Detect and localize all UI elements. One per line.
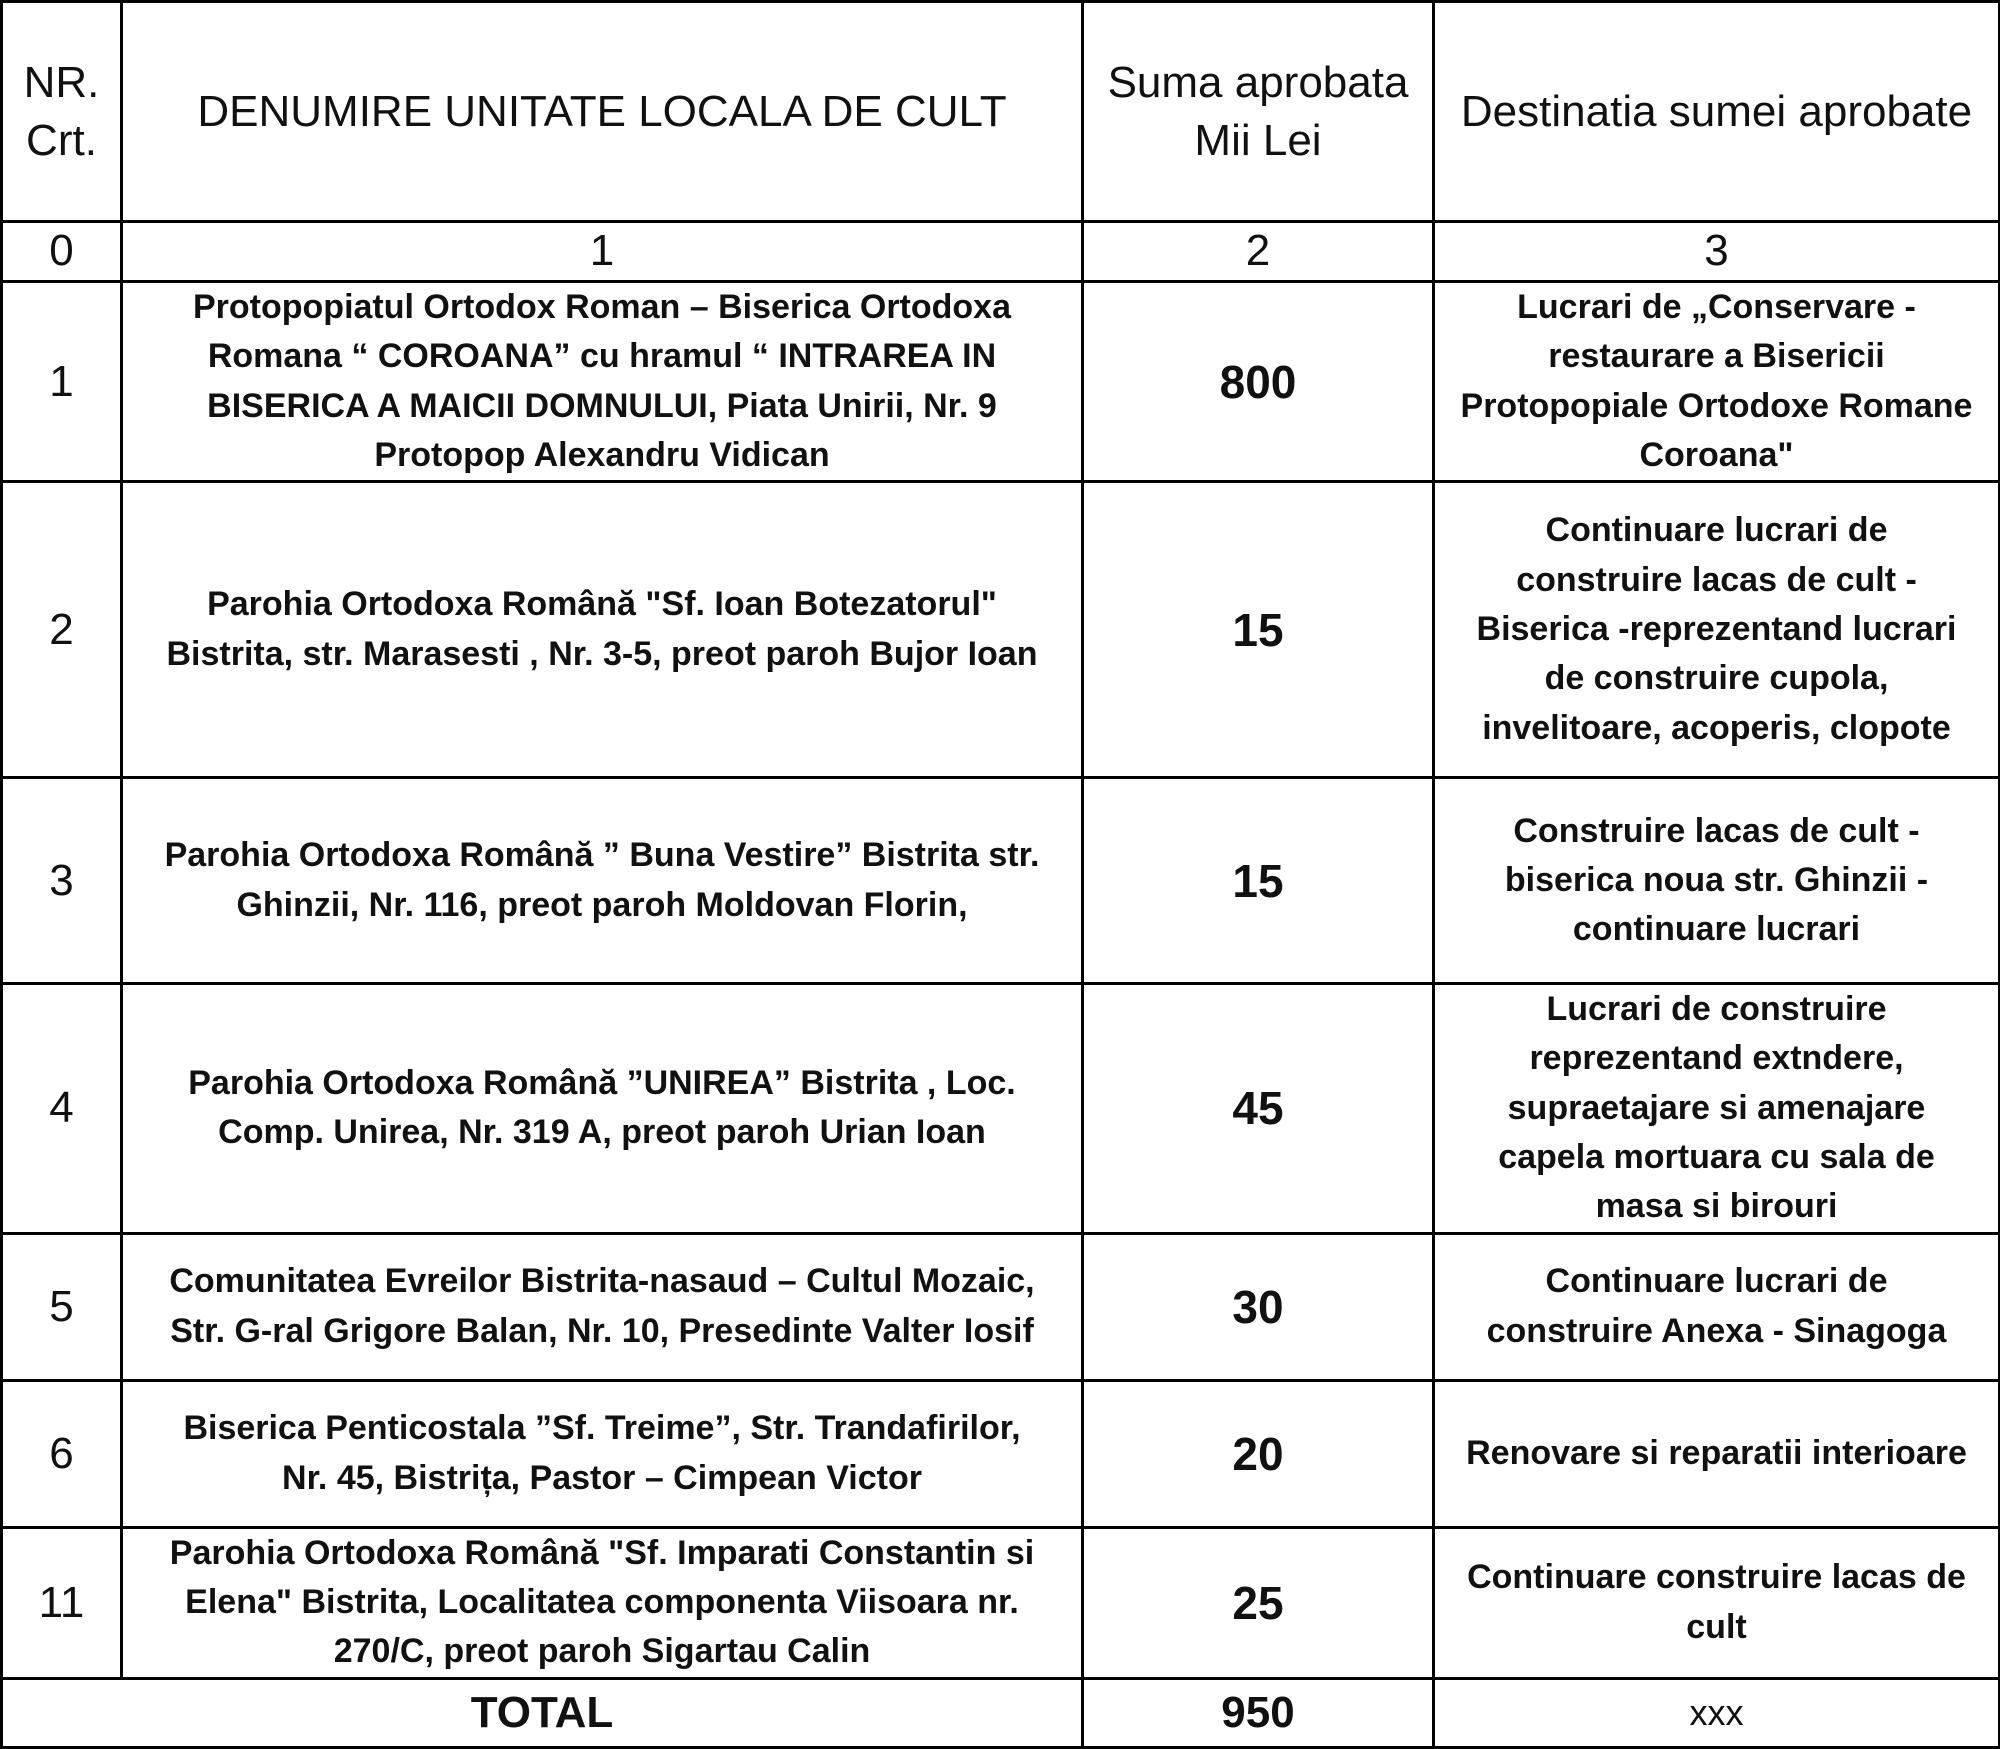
amount-destination: Continuare lucrari de construire Anexa - Sinagoga: [1434, 1233, 2000, 1380]
header-row: [2, 2, 2000, 222]
header-nr-crt: NR. Crt.: [2, 2, 122, 222]
table-row: [2, 1233, 2000, 1380]
amount-destination: Lucrari de construire reprezentand extndere, supraetajare si amenajare capela mortuara cu sala de masa si birouri: [1434, 984, 2000, 1233]
amount-destination: Renovare si reparatii interioare: [1434, 1380, 2000, 1527]
column-index: 1: [122, 222, 1083, 282]
approved-amount: 15: [1083, 482, 1434, 778]
unit-name: Protopopiatul Ortodox Roman – Biserica Ortodoxa Romana “ COROANA” cu hramul “ INTRAREA IN BISERICA A MAICII DOMNULUI, Piata Unirii, Nr. 9 Protopop Alexandru Vidican: [122, 282, 1083, 482]
table-row: [2, 984, 2000, 1233]
amount-destination: Construire lacas de cult - biserica noua str. Ghinzii - continuare lucrari: [1434, 778, 2000, 984]
total-amount: 950: [1083, 1678, 1434, 1747]
approved-amount: 25: [1083, 1527, 1434, 1678]
table-row: [2, 482, 2000, 778]
amount-destination: Continuare lucrari de construire lacas de cult - Biserica -reprezentand lucrari de construire cupola, invelitoare, acoperis, clopote: [1434, 482, 2000, 778]
approved-amount: 15: [1083, 778, 1434, 984]
approved-amount: 45: [1083, 984, 1434, 1233]
approved-amount: 20: [1083, 1380, 1434, 1527]
table-row: [2, 1527, 2000, 1678]
amount-destination: Lucrari de „Conservare - restaurare a Bisericii Protopopiale Ortodoxe Romane Coroana": [1434, 282, 2000, 482]
row-number: 1: [2, 282, 122, 482]
unit-name: Parohia Ortodoxa Română ”UNIREA” Bistrita , Loc. Comp. Unirea, Nr. 319 A, preot paroh Urian Ioan: [122, 984, 1083, 1233]
row-number: 2: [2, 482, 122, 778]
row-number: 11: [2, 1527, 122, 1678]
header-denumire: DENUMIRE UNITATE LOCALA DE CULT: [122, 2, 1083, 222]
table-row: [2, 1380, 2000, 1527]
approved-amount: 30: [1083, 1233, 1434, 1380]
header-destinatia: Destinatia sumei aprobate: [1434, 2, 2000, 222]
row-number: 3: [2, 778, 122, 984]
row-number: 5: [2, 1233, 122, 1380]
amount-destination: Continuare construire lacas de cult: [1434, 1527, 2000, 1678]
header-suma: Suma aprobata Mii Lei: [1083, 2, 1434, 222]
unit-name: Comunitatea Evreilor Bistrita-nasaud – Cultul Mozaic, Str. G-ral Grigore Balan, Nr. 10, Presedinte Valter Iosif: [122, 1233, 1083, 1380]
total-label: TOTAL: [2, 1678, 1083, 1747]
approved-amount: 800: [1083, 282, 1434, 482]
table-row: [2, 778, 2000, 984]
row-number: 4: [2, 984, 122, 1233]
unit-name: Parohia Ortodoxa Română ” Buna Vestire” Bistrita str. Ghinzii, Nr. 116, preot paroh Moldovan Florin,: [122, 778, 1083, 984]
column-index: 0: [2, 222, 122, 282]
column-index: 2: [1083, 222, 1434, 282]
total-destination: xxx: [1434, 1678, 2000, 1747]
unit-name: Parohia Ortodoxa Română "Sf. Ioan Botezatorul" Bistrita, str. Marasesti , Nr. 3-5, preot paroh Bujor Ioan: [122, 482, 1083, 778]
column-index: 3: [1434, 222, 2000, 282]
column-index-row: [2, 222, 2000, 282]
table-row: [2, 282, 2000, 482]
unit-name: Biserica Penticostala ”Sf. Treime”, Str. Trandafirilor, Nr. 45, Bistrița, Pastor – Cimpean Victor: [122, 1380, 1083, 1527]
row-number: 6: [2, 1380, 122, 1527]
unit-name: Parohia Ortodoxa Română "Sf. Imparati Constantin si Elena" Bistrita, Localitatea componenta Viisoara nr. 270/C, preot paroh Sigartau Calin: [122, 1527, 1083, 1678]
